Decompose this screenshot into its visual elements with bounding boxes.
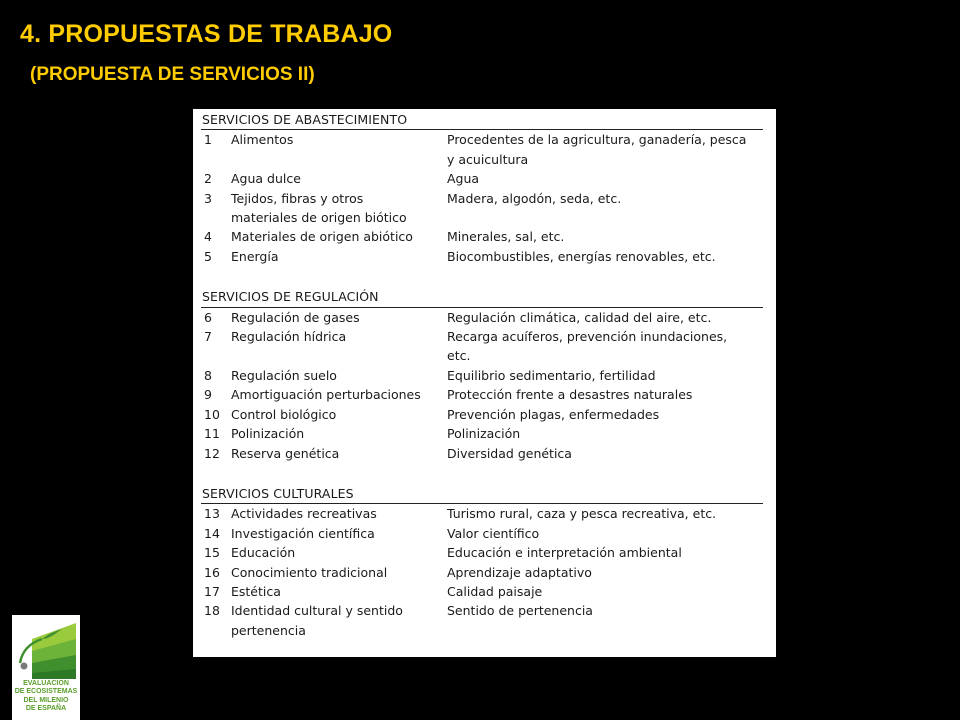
- service-name: Energía: [231, 248, 279, 264]
- table-row: [201, 208, 763, 227]
- service-description: Calidad paisaje: [447, 583, 543, 599]
- services-table-image: [193, 109, 776, 657]
- slide-subtitle: (PROPUESTA DE SERVICIOS II): [30, 64, 315, 85]
- service-description: Madera, algodón, seda, etc.: [447, 190, 622, 206]
- service-name: Alimentos: [231, 132, 294, 148]
- service-description: Regulación climática, calidad del aire, etc.: [447, 309, 712, 325]
- row-number: 3: [204, 190, 212, 206]
- service-description: etc.: [447, 348, 471, 364]
- row-number: 18: [204, 603, 220, 619]
- row-number: [201, 208, 231, 227]
- table-row: [201, 621, 763, 640]
- section-header: SERVICIOS CULTURALES: [202, 485, 354, 501]
- service-description: Diversidad genética: [447, 445, 572, 461]
- service-name: Amortiguación perturbaciones: [231, 387, 421, 403]
- row-number: 11: [204, 426, 220, 442]
- table-row: [201, 130, 763, 149]
- service-name: Tejidos, fibras y otros: [231, 190, 364, 206]
- row-number: [201, 150, 231, 169]
- service-name: Conocimiento tradicional: [231, 564, 388, 580]
- service-name: Investigación científica: [231, 525, 375, 541]
- row-number: 15: [204, 545, 220, 561]
- service-description: Protección frente a desastres naturales: [447, 387, 693, 403]
- row-number: 10: [204, 406, 220, 422]
- table-row: [201, 582, 763, 601]
- service-description: Turismo rural, caza y pesca recreativa, etc.: [447, 506, 717, 522]
- table-row: [201, 366, 763, 385]
- service-name: [231, 346, 447, 365]
- services-table: [201, 109, 763, 640]
- slide-title: 4. PROPUESTAS DE TRABAJO: [20, 20, 393, 48]
- service-description: Agua: [447, 171, 480, 187]
- service-description: Procedentes de la agricultura, ganadería, pesca: [447, 132, 747, 148]
- service-description: [447, 621, 763, 640]
- row-number: 17: [204, 583, 220, 599]
- table-row: [201, 563, 763, 582]
- row-number: 8: [204, 367, 212, 383]
- service-description: Minerales, sal, etc.: [447, 229, 565, 245]
- service-description: Sentido de pertenencia: [447, 603, 593, 619]
- service-name: Estética: [231, 583, 281, 599]
- row-number: 16: [204, 564, 220, 580]
- service-description: Educación e interpretación ambiental: [447, 545, 682, 561]
- row-number: 13: [204, 506, 220, 522]
- table-row: [201, 524, 763, 543]
- service-name: Polinización: [231, 426, 305, 442]
- logo-text: [12, 680, 80, 714]
- service-name: Control biológico: [231, 406, 337, 422]
- service-description: [447, 208, 763, 227]
- table-row: [201, 227, 763, 246]
- service-name: [231, 150, 447, 169]
- section-header: SERVICIOS DE REGULACIÓN: [202, 289, 379, 305]
- row-number: 4: [204, 229, 212, 245]
- service-name: pertenencia: [231, 622, 306, 638]
- logo: [12, 615, 80, 720]
- logo-line: DEL MILENIO: [23, 696, 69, 704]
- service-name: Regulación de gases: [231, 309, 360, 325]
- service-description: Polinización: [447, 426, 521, 442]
- row-number: 6: [204, 309, 212, 325]
- service-description: Prevención plagas, enfermedades: [447, 406, 660, 422]
- table-row: [201, 601, 763, 620]
- service-description: Equilibrio sedimentario, fertilidad: [447, 367, 656, 383]
- table-row: [201, 189, 763, 208]
- table-row: [201, 247, 763, 266]
- table-row: [201, 327, 763, 346]
- table-row: [201, 308, 763, 327]
- service-description: Biocombustibles, energías renovables, etc.: [447, 248, 716, 264]
- table-row: [201, 346, 763, 365]
- service-name: Educación: [231, 545, 296, 561]
- service-name: materiales de origen biótico: [231, 210, 407, 226]
- row-number: 9: [204, 387, 212, 403]
- service-name: Identidad cultural y sentido: [231, 603, 403, 619]
- service-description: y acuicultura: [447, 151, 529, 167]
- section-header: SERVICIOS DE ABASTECIMIENTO: [202, 112, 408, 127]
- row-number: 5: [204, 248, 212, 264]
- row-number: 14: [204, 525, 220, 541]
- table-row: [201, 385, 763, 404]
- service-name: Materiales de origen abiótico: [231, 229, 413, 245]
- row-number: 2: [204, 171, 212, 187]
- row-number: [201, 621, 231, 640]
- logo-line: DE ECOSISTEMAS: [14, 688, 78, 696]
- logo-line: DE ESPAÑA: [25, 705, 67, 713]
- service-description: Valor científico: [447, 525, 540, 541]
- table-row: [201, 543, 763, 562]
- row-number: 1: [204, 132, 212, 148]
- service-name: Actividades recreativas: [231, 506, 377, 522]
- section-spacer: [201, 463, 763, 482]
- table-row: [201, 405, 763, 424]
- table-row: [201, 444, 763, 463]
- table-row: [201, 424, 763, 443]
- service-description: Recarga acuíferos, prevención inundaciones,: [447, 329, 728, 345]
- row-number: [201, 346, 231, 365]
- service-description: Aprendizaje adaptativo: [447, 564, 592, 580]
- ecosystem-logo-icon: [16, 617, 76, 679]
- table-row: [201, 150, 763, 169]
- service-name: Regulación hídrica: [231, 329, 347, 345]
- service-name: Regulación suelo: [231, 367, 337, 383]
- row-number: 7: [204, 329, 212, 345]
- table-row: [201, 169, 763, 188]
- row-number: 12: [204, 445, 220, 461]
- service-name: Agua dulce: [231, 171, 301, 187]
- service-name: Reserva genética: [231, 445, 340, 461]
- table-row: [201, 504, 763, 523]
- logo-line: EVALUACIÓN: [23, 680, 69, 687]
- section-spacer: [201, 266, 763, 285]
